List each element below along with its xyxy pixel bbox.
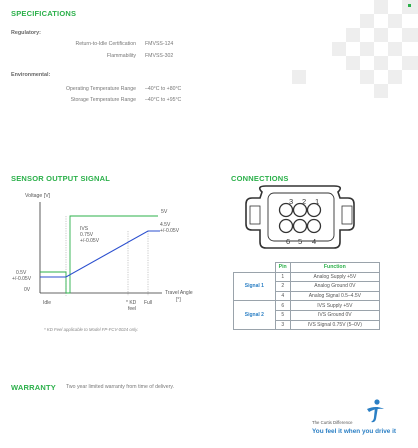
pin-cell: 6 — [275, 301, 290, 311]
spec-label: Operating Temperature Range — [66, 86, 136, 92]
curtis-logo-icon — [364, 398, 386, 424]
spec-value: –40°C to +95°C — [145, 97, 182, 103]
function-header: Function — [290, 263, 379, 273]
y-tick-label: 0.5V — [16, 270, 27, 276]
pin-cell: 3 — [275, 320, 290, 330]
pin-number: 4 — [312, 237, 317, 246]
warranty-heading: WARRANTY — [11, 383, 56, 392]
spec-label: Return-to-Idle Certification — [75, 41, 136, 47]
environmental-heading: Environmental: — [11, 72, 51, 78]
x-tick-label: Idle — [43, 300, 52, 306]
y-tick-label: +/-0.05V — [12, 276, 32, 282]
spec-value: FMVSS-124 — [145, 41, 174, 47]
brand-tagline: You feel it when you drive it — [312, 428, 397, 435]
ivs-tolerance: +/-0.05V — [80, 238, 100, 244]
specifications-heading: SPECIFICATIONS — [11, 9, 77, 18]
series-ivs-line — [40, 216, 158, 293]
group-signal-2: Signal 2 — [234, 301, 276, 330]
connector-diagram — [236, 184, 366, 258]
decorative-pattern — [292, 0, 418, 110]
spec-value: FMVSS-302 — [145, 53, 174, 59]
regulatory-heading: Regulatory: — [11, 30, 41, 36]
ivs-voltage: 0.75V — [80, 232, 94, 238]
function-cell: IVS Signal 0.75V (5–0V) — [290, 320, 379, 330]
chart-footnote: * KD Feel applicable to Model FP-FCV-0024 only. — [44, 327, 139, 332]
connector-right-latch — [342, 206, 352, 224]
series-analog-line — [40, 231, 160, 277]
pin-cell: 1 — [275, 272, 290, 282]
pin-cell: 5 — [275, 310, 290, 320]
connector-left-latch — [250, 206, 260, 224]
x-tick-label: Full — [144, 300, 153, 306]
pin-number: 5 — [298, 237, 303, 246]
table-row — [234, 301, 380, 311]
pin-header: Pin — [275, 263, 290, 273]
spec-value: –40°C to +80°C — [145, 86, 182, 92]
analog-end-tol: +/-0.05V — [160, 228, 180, 234]
pin-number: 6 — [286, 237, 291, 246]
y-tick-label: 0V — [24, 287, 31, 293]
x-axis-label: Travel Angle — [165, 290, 193, 296]
pin-function-table — [233, 262, 380, 330]
pin-cell: 4 — [275, 291, 290, 301]
table-row — [234, 272, 380, 282]
sensor-output-heading: SENSOR OUTPUT SIGNAL — [11, 174, 111, 183]
y-axis-label: Voltage [V] — [25, 193, 51, 199]
warranty-text: Two year limited warranty from time of delivery. — [66, 384, 175, 390]
table-header-row — [234, 263, 380, 273]
pin-number: 2 — [302, 197, 307, 206]
ivs-label: IVS — [80, 226, 89, 232]
function-cell: IVS Ground 0V — [290, 310, 379, 320]
analog-end-label: 4.5V — [160, 222, 171, 228]
function-cell: Analog Ground 0V — [290, 282, 379, 292]
pin-number: 3 — [289, 197, 294, 206]
pin-number: 1 — [315, 197, 320, 206]
spec-label: Flammability — [106, 53, 136, 59]
group-signal-1: Signal 1 — [234, 272, 276, 301]
green-dot — [408, 4, 411, 7]
function-cell: Analog Supply +5V — [290, 272, 379, 282]
sensor-output-chart — [0, 186, 220, 316]
function-cell: IVS Supply +5V — [290, 301, 379, 311]
pin-cell: 2 — [275, 282, 290, 292]
ivs-high-label: 5V — [161, 209, 168, 215]
x-axis-label-unit: [°] — [176, 297, 181, 303]
brand-line-1: The Curtis Difference — [312, 420, 353, 425]
pin-cavities — [280, 204, 321, 233]
x-tick-label: * KD — [126, 300, 137, 306]
function-cell: Analog Signal 0.5–4.5V — [290, 291, 379, 301]
x-tick-label: feel — [128, 306, 137, 312]
spec-label: Storage Temperature Range — [70, 97, 136, 103]
connections-heading: CONNECTIONS — [231, 174, 289, 183]
